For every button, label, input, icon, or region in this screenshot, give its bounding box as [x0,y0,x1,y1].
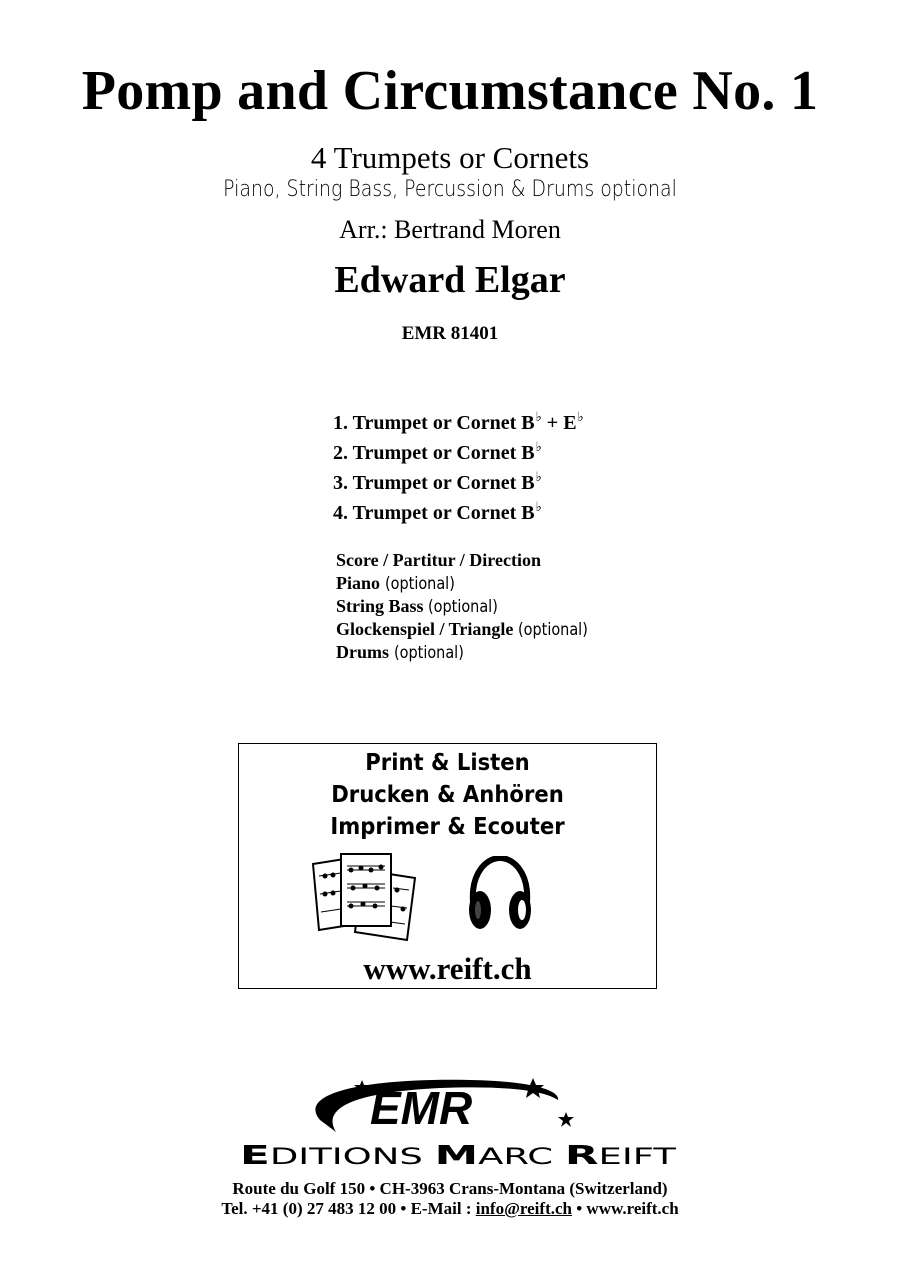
flat-sign: ♭ [535,499,542,514]
promo-line-de: Drucken & Anhören [331,782,564,808]
promo-line-fr: Imprimer & Ecouter [330,814,565,840]
extra-name: Glockenspiel / Triangle [336,619,514,639]
extra-name: String Bass [336,596,424,616]
arranger: Arr.: Bertrand Moren [339,215,561,244]
contact-prefix: Tel. +41 (0) 27 483 12 00 • E-Mail : [221,1199,476,1218]
promo-url[interactable]: www.reift.ch [363,951,532,986]
part-label: 2. Trumpet or Cornet B [333,442,535,464]
logo-text: EMR [370,1082,473,1134]
extra-item [336,595,600,618]
optional-instrumentation: Piano, String Bass, Percussion & Drums optional [223,177,677,202]
print-listen-box [238,743,657,989]
extra-name: Drums [336,642,389,662]
part-label: 1. Trumpet or Cornet B [333,412,535,434]
extra-note: (optional) [517,620,588,640]
flat-sign: ♭ [535,409,542,424]
extra-item [336,549,600,572]
flat-sign: ♭ [535,439,542,454]
promo-line-en: Print & Listen [365,750,530,776]
catalog-number: EMR 81401 [401,323,499,344]
extra-name: Score / Partitur / Direction [336,550,541,570]
publisher-name: E DITIONS M ARC R EIFT [240,1141,645,1171]
part-item [333,492,584,522]
publisher-address: Route du Golf 150 • CH-3963 Crans-Montana (Switzerland) [232,1179,668,1198]
part-item [333,462,584,492]
extra-note: (optional) [428,597,498,617]
additional-parts-list [336,549,600,664]
score-title: Pomp and Circumstance No. 1 [81,60,819,122]
flat-sign: ♭ [577,409,584,424]
contact-suffix: • www.reift.ch [571,1199,679,1218]
composer: Edward Elgar [334,259,566,301]
part-item [333,402,584,432]
extra-name: Piano [336,573,381,593]
extra-item [336,641,600,664]
part-label: 3. Trumpet or Cornet B [333,472,535,494]
parts-list [333,402,584,522]
extra-item [336,618,600,641]
publisher-contact [0,1198,900,1220]
extra-note: (optional) [393,643,464,663]
part-suffix: + E [541,412,577,434]
sheet-music-icon [311,852,423,942]
emr-publisher-logo [240,1072,680,1172]
email-link[interactable]: info@reift.ch [475,1199,572,1218]
ensemble-subtitle: 4 Trumpets or Cornets [310,140,590,175]
headphones-icon [467,856,533,932]
part-label: 4. Trumpet or Cornet B [333,502,535,524]
extra-item [336,572,600,595]
part-item [333,432,584,462]
flat-sign: ♭ [535,469,542,484]
star-icon [558,1112,574,1127]
extra-note: (optional) [384,574,455,594]
